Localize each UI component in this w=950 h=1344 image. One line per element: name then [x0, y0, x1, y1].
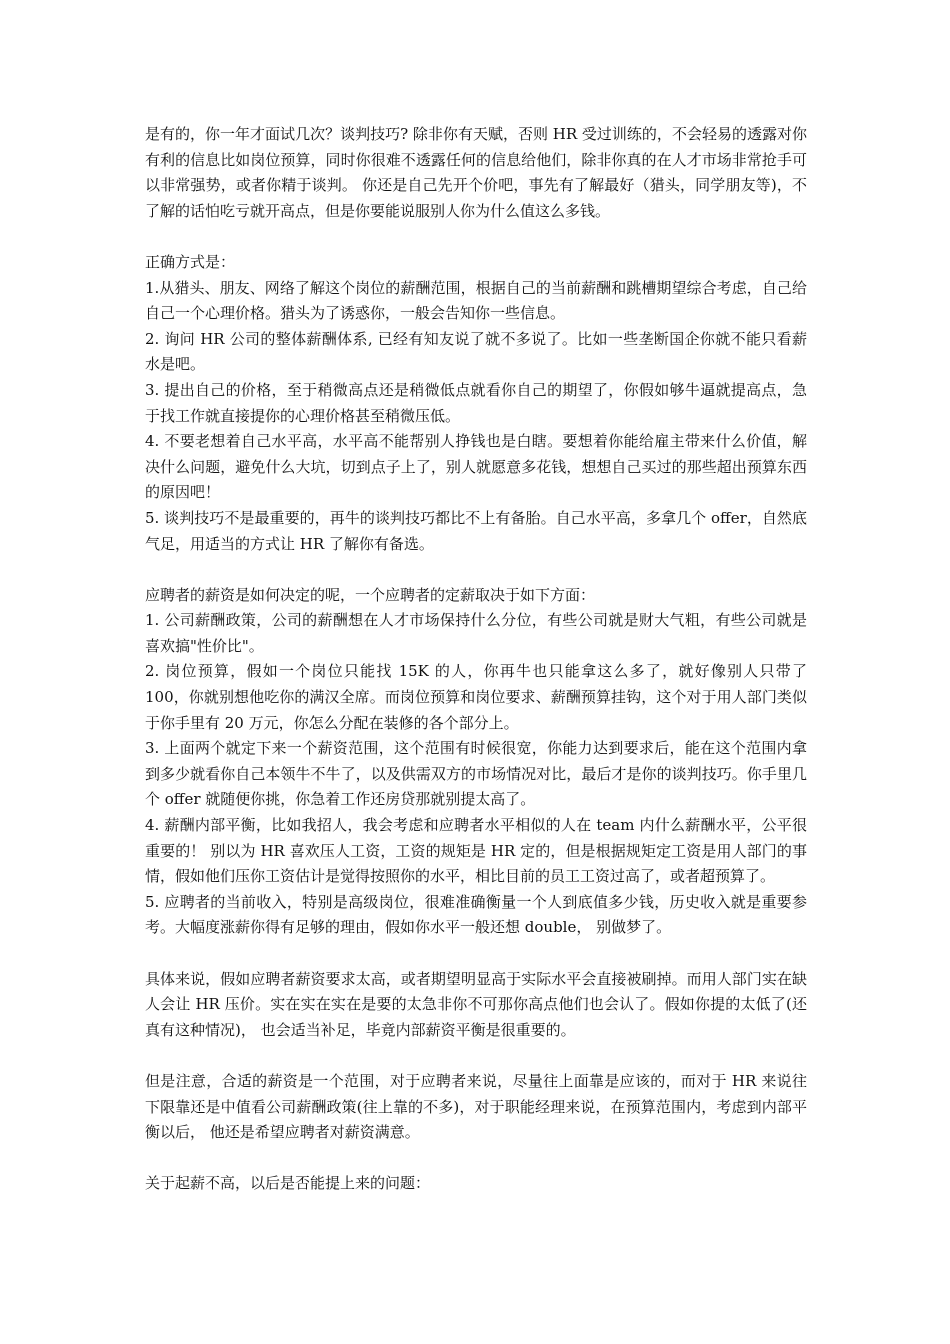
paragraph-correct-method-heading: 正确方式是： — [145, 252, 236, 271]
paragraph-factor-2: 2. 岗位预算，假如一个岗位只能找 15K 的人，你再牛也只能拿这么多了，就好像别人只带了 100，你就别想他吃你的满汉全席。而岗位预算和岗位要求、薪酬预算挂钩，这个对于用人部门类似于你手里有 20 万元，你怎么分配在装修的各个部分上。 — [145, 662, 807, 732]
paragraph-intro: 是有的，你一年才面试几次？谈判技巧? 除非你有天赋，否则 HR 受过训练的，不会轻易的透露对你有利的信息比如岗位预算，同时你很难不透露任何的信息给他们，除非你真的在人才市场非常抢手可以非常强势，或者你精于谈判。 你还是自己先开个价吧，事先有了解最好（猎头，同学朋友等)，不了解的话怕吃亏就开高点，但是你要能说服别人你为什么值这么多钱。 — [145, 125, 807, 220]
paragraph-salary-range-note: 但是注意，合适的薪资是一个范围，对于应聘者来说，尽量往上面靠是应该的，而对于 HR 来说往下限靠还是中值看公司薪酬政策(往上靠的不多)，对于职能经理来说，在预算范围内，考虑到内部平衡以后， 他还是希望应聘者对薪资满意。 — [145, 1071, 807, 1142]
paragraph-method-5: 5. 谈判技巧不是最重要的，再牛的谈判技巧都比不上有备胎。自己水平高，多拿几个 offer，自然底气足，用适当的方式让 HR 了解你有备选。 — [145, 508, 807, 553]
blank-line — [145, 557, 807, 583]
blank-line — [145, 224, 807, 250]
blank-line — [145, 1043, 807, 1069]
paragraph-factor-5: 5. 应聘者的当前收入，特别是高级岗位，很难准确衡量一个人到底值多少钱，历史收入就是重要参考。大幅度涨薪你得有足够的理由，假如你水平一般还想 double， 别做梦了。 — [145, 892, 807, 937]
paragraph-specifics: 具体来说，假如应聘者薪资要求太高，或者期望明显高于实际水平会直接被刷掉。而用人部门实在缺人会让 HR 压价。实在实在实在是要的太急非你不可那你高点他们也会认了。假如你提的太低了(还真有这种情况)， 也会适当补足，毕竟内部薪资平衡是很重要的。 — [145, 969, 807, 1039]
paragraph-factor-3: 3. 上面两个就定下来一个薪资范围，这个范围有时候很宽，你能力达到要求后，能在这个范围内拿到多少就看你自己本领牛不牛了，以及供需双方的市场情况对比，最后才是你的谈判技巧。你手里几个 offer 就随便你挑，你急着工作还房贷那就别提太高了。 — [145, 739, 807, 809]
paragraph-method-1: 1.从猎头、朋友、网络了解这个岗位的薪酬范围，根据自己的当前薪酬和跳槽期望综合考虑，自己给自己一个心理价格。猎头为了诱惑你，一般会告知你一些信息。 — [145, 278, 807, 323]
blank-line — [145, 941, 807, 967]
paragraph-salary-factors-heading: 应聘者的薪资是如何决定的呢，一个应聘者的定薪取决于如下方面： — [145, 585, 596, 604]
paragraph-method-4: 4. 不要老想着自己水平高，水平高不能帮别人挣钱也是白瞎。要想着你能给雇主带来什么价值，解决什么问题，避免什么大坑，切到点子上了，别人就愿意多花钱，想想自己买过的那些超出预算东西的原因吧！ — [145, 432, 807, 502]
paragraph-method-2: 2. 询问 HR 公司的整体薪酬体系, 已经有知友说了就不多说了。比如一些垄断国企你就不能只看薪水是吧。 — [145, 329, 807, 374]
document-page — [145, 122, 807, 1197]
paragraph-method-3: 3. 提出自己的价格，至于稍微高点还是稍微低点就看你自己的期望了，你假如够牛逼就提高点，急于找工作就直接提你的心理价格甚至稍微压低。 — [145, 380, 807, 425]
paragraph-low-starting-salary: 关于起薪不高，以后是否能提上来的问题： — [145, 1174, 431, 1193]
blank-line — [145, 1146, 807, 1172]
paragraph-factor-4: 4. 薪酬内部平衡，比如我招人，我会考虑和应聘者水平相似的人在 team 内什么薪酬水平，公平很重要的！ 别以为 HR 喜欢压人工资，工资的规矩是 HR 定的，但是根据规矩定工资是用人部门的事情，假如他们压你工资估计是觉得按照你的水平，相比目前的员工工资过高了，或者超预算了。 — [145, 816, 807, 886]
paragraph-factor-1: 1. 公司薪酬政策，公司的薪酬想在人才市场保持什么分位，有些公司就是财大气粗，有些公司就是喜欢搞"性价比"。 — [145, 611, 807, 655]
